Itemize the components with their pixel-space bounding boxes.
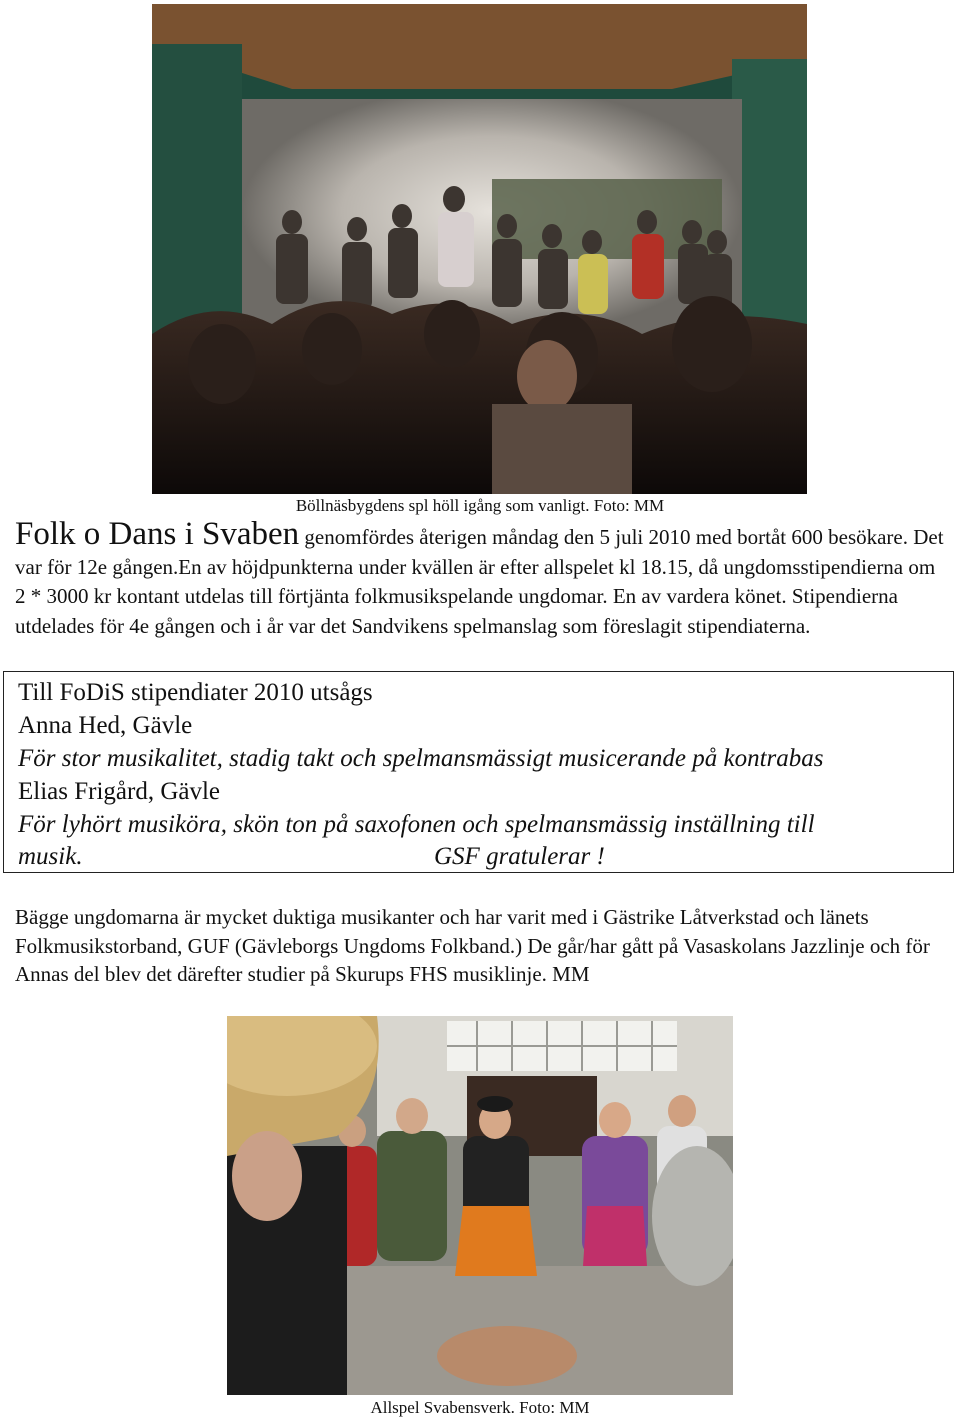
- motivation-end: musik.: [18, 843, 83, 870]
- body-paragraph: Bägge ungdomarna är mycket duktiga musikanter och har varit med i Gästrike Låtverkstad och länets Folkmusikstorband, GUF (Gävleborgs Ungdoms Folkband.) De går/har gått på Vasaskolans Jazzlinje och för Annas del blev det därefter studier på Skurups FHS musiklinje. MM: [15, 905, 930, 986]
- photo-caption: Böllnäsbygdens spl höll igång som vanligt. Foto: MM: [295, 496, 665, 515]
- article-headline: Folk o Dans i Svaben: [15, 516, 300, 552]
- scholarship-box: [3, 671, 954, 873]
- outdoor-fiddlers-photo: [227, 1016, 733, 1395]
- box-heading: Till FoDiS stipendiater 2010 utsågs: [18, 679, 373, 706]
- intro-text: genomfördes återigen måndag den 5 juli 2010 med bortåt 600 besökare. Det var för 12e gången.En av höjdpunkterna under kvällen är efter allspelet kl 18.15, då ungdomsstipendierna om 2 * 3000 kr kontant utdelas till förtjänta folkmusikspelande ungdomar. En av vardera könet. Stipendierna utdelades för 4e gången och i år var det Sandvikens spelmanslag som föreslagit stipendiaterna.: [15, 525, 944, 638]
- photo-caption: Allspel Svabensverk. Foto: MM: [370, 1398, 590, 1417]
- stage-dance-photo: [152, 4, 807, 494]
- congratulation: GSF gratulerar !: [434, 843, 605, 870]
- recipient-name: Elias Frigård, Gävle: [18, 778, 221, 805]
- recipient-name: Anna Hed, Gävle: [18, 712, 193, 739]
- intro-paragraph: [15, 516, 945, 641]
- recipient-motivation: För lyhört musiköra, skön ton på saxofonen och spelmansmässig inställning till: [18, 811, 815, 838]
- recipient-motivation: För stor musikalitet, stadig takt och spelmansmässigt musicerande på kontrabas: [18, 745, 824, 772]
